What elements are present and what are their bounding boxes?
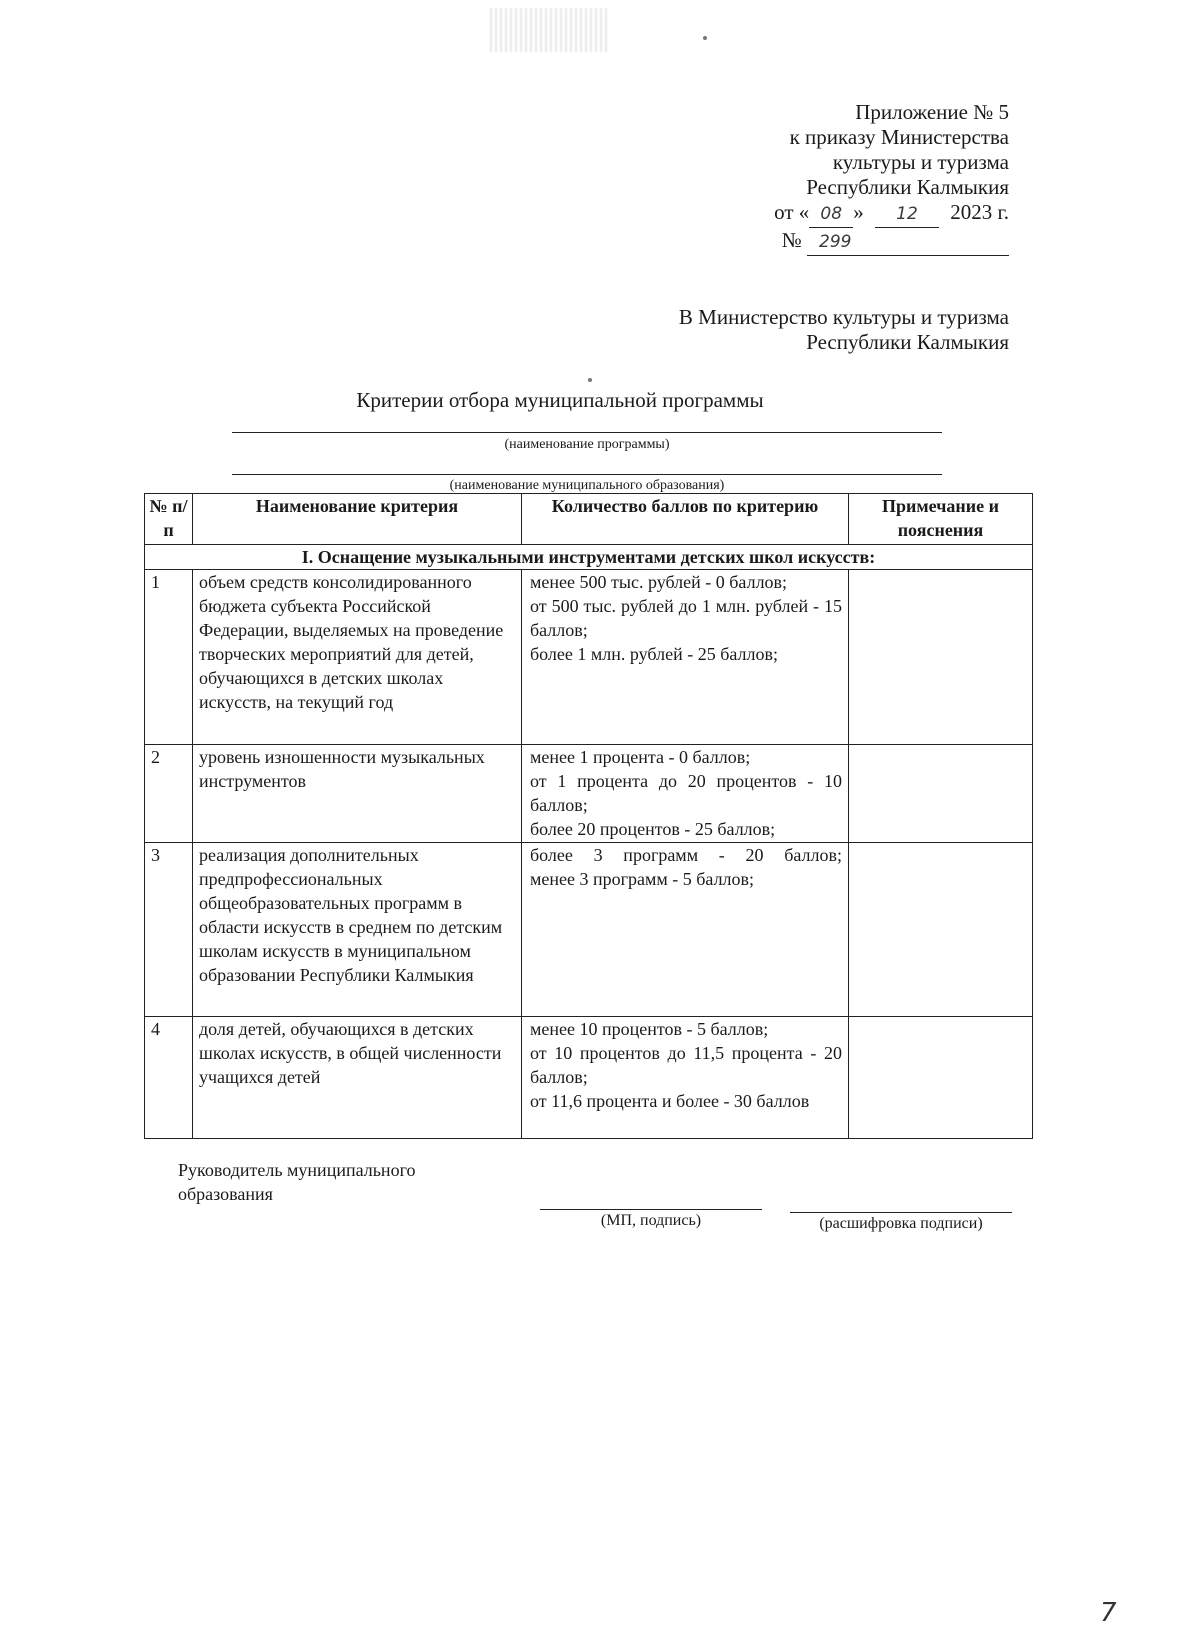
signatory-line-1: Руководитель муниципального bbox=[178, 1160, 416, 1180]
row-criterion: реализация дополнительных предпрофессиональных общеобразовательных программ в области искусств в среднем по детским школам искусств в муниципальном образовании Республики Калмыкия bbox=[193, 843, 522, 1017]
addressee-line-1: В Министерство культуры и туризма bbox=[678, 305, 1009, 329]
addressee-line-2: Республики Калмыкия bbox=[806, 330, 1009, 354]
appendix-title: Приложение № 5 bbox=[855, 100, 1009, 124]
points-line: более 1 млн. рублей - 25 баллов; bbox=[530, 644, 778, 664]
seal-signature-line bbox=[540, 1209, 762, 1210]
signature-block bbox=[178, 1158, 416, 1206]
row-criterion: объем средств консолидированного бюджета субъекта Российской Федерации, выделяемых на проведение творческих мероприятий для детей, обучающихся в детских школах искусств, на текущий год bbox=[193, 570, 522, 745]
row-num: 2 bbox=[145, 745, 193, 843]
row-num: 1 bbox=[145, 570, 193, 745]
program-name-line bbox=[232, 432, 942, 433]
row-points bbox=[522, 1017, 849, 1139]
points-line: от 1 процента до 20 процентов - 10 баллов; bbox=[530, 771, 842, 815]
appendix-header bbox=[774, 100, 1009, 256]
points-line: менее 3 программ - 5 баллов; bbox=[530, 869, 755, 889]
header-name: Наименование критерия bbox=[193, 494, 522, 545]
appendix-region: Республики Калмыкия bbox=[806, 175, 1009, 199]
points-line: менее 500 тыс. рублей - 0 баллов; bbox=[530, 572, 788, 592]
points-line: от 10 процентов до 11,5 процента - 20 баллов; bbox=[530, 1043, 842, 1087]
appendix-order: к приказу Министерства bbox=[789, 125, 1009, 149]
municipality-name-line bbox=[232, 474, 942, 475]
header-num: № п/п bbox=[145, 494, 193, 545]
scan-artifact bbox=[703, 36, 707, 40]
seal-signature-caption: (МП, подпись) bbox=[600, 1212, 702, 1229]
appendix-date bbox=[774, 200, 1009, 228]
appendix-ministry: культуры и туризма bbox=[832, 150, 1009, 174]
date-mid: » bbox=[853, 200, 864, 224]
points-line: менее 1 процента - 0 баллов; bbox=[530, 747, 751, 767]
table-row bbox=[145, 570, 1033, 745]
table-row bbox=[145, 1017, 1033, 1139]
number-prefix: № bbox=[781, 228, 802, 252]
points-line: более 20 процентов - 25 баллов; bbox=[530, 819, 776, 839]
date-month: 12 bbox=[875, 202, 939, 228]
row-note bbox=[849, 1017, 1033, 1139]
table-row bbox=[145, 843, 1033, 1017]
row-note bbox=[849, 570, 1033, 745]
date-day: 08 bbox=[809, 202, 853, 228]
addressee bbox=[679, 305, 1009, 355]
appendix-number bbox=[774, 228, 1009, 256]
points-line: более 3 программ - 20 баллов; bbox=[530, 845, 842, 865]
header-points: Количество баллов по критерию bbox=[522, 494, 849, 545]
order-number: 299 bbox=[807, 230, 1009, 256]
row-points bbox=[522, 843, 849, 1017]
criteria-table bbox=[144, 493, 1033, 1139]
row-criterion: уровень изношенности музыкальных инструментов bbox=[193, 745, 522, 843]
row-num: 3 bbox=[145, 843, 193, 1017]
date-prefix: от « bbox=[774, 200, 810, 224]
row-num: 4 bbox=[145, 1017, 193, 1139]
signature-decode-caption: (расшифровка подписи) bbox=[819, 1215, 983, 1232]
row-points bbox=[522, 570, 849, 745]
row-note bbox=[849, 843, 1033, 1017]
row-points bbox=[522, 745, 849, 843]
municipality-name-caption: (наименование муниципального образования) bbox=[449, 478, 725, 493]
signature-decode-line bbox=[790, 1212, 1012, 1213]
header-note: Примечание и пояснения bbox=[849, 494, 1033, 545]
row-note bbox=[849, 745, 1033, 843]
date-year: 2023 г. bbox=[950, 200, 1009, 224]
page-number: 7 bbox=[1100, 1598, 1117, 1628]
signatory-line-2: образования bbox=[178, 1184, 273, 1204]
row-criterion: доля детей, обучающихся в детских школах искусств, в общей численности учащихся детей bbox=[193, 1017, 522, 1139]
section-row bbox=[145, 545, 1033, 570]
program-name-caption: (наименование программы) bbox=[504, 437, 670, 452]
points-line: от 500 тыс. рублей до 1 млн. рублей - 15 баллов; bbox=[530, 596, 842, 640]
points-line: от 11,6 процента и более - 30 баллов bbox=[530, 1091, 810, 1111]
table-row bbox=[145, 745, 1033, 843]
scan-artifact bbox=[490, 8, 610, 52]
section-title: I. Оснащение музыкальными инструментами детских школ искусств: bbox=[145, 545, 1033, 570]
document-title: Критерии отбора муниципальной программы bbox=[356, 388, 764, 412]
points-line: менее 10 процентов - 5 баллов; bbox=[530, 1019, 769, 1039]
table-header-row bbox=[145, 494, 1033, 545]
scan-artifact bbox=[588, 378, 592, 382]
